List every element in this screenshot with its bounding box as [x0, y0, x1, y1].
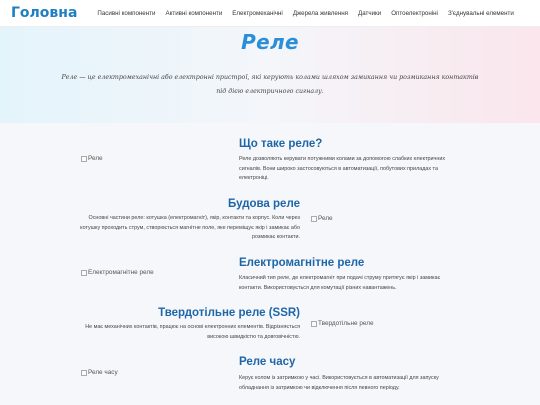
section-title: Будова реле: [227, 198, 300, 210]
time-relay-image: [81, 369, 118, 376]
hero-banner: [0, 27, 540, 123]
hero-description: Реле — це електромеханічні або електронні пристрої, які керують колами шляхом замикання чи розмикання контактів під дією електричного сигналу.: [61, 74, 479, 95]
section-text: Класичний тип реле, де електромагніт при подачі струму притягує якір і замикає контакти. Використовується для комутації різних навантажень.: [239, 275, 441, 291]
image-alt-text: Реле: [88, 155, 103, 162]
section-title: Реле часу: [239, 356, 296, 368]
solid-state-relay-image: [311, 320, 374, 327]
relay-image: [311, 215, 333, 222]
broken-image-icon: [311, 216, 317, 222]
page-title: Реле: [241, 30, 299, 54]
nav-links: [97, 10, 523, 17]
nav-link-electromechanical[interactable]: Електромеханічні: [232, 9, 283, 17]
nav-link-sensors[interactable]: Датчики: [358, 9, 382, 17]
section-text: Основні частини реле: котушка (електромагніт), якір, контакти та корпус. Коли через котушку проходить струм, створюється магнітне поле, яке переміщує якір і замикає або розмикає контакти.: [80, 215, 300, 241]
top-navbar: [0, 0, 540, 27]
broken-image-icon: [81, 370, 87, 376]
relay-image: [81, 155, 103, 162]
image-alt-text: Реле: [318, 215, 333, 222]
section-title: Електромагнітне реле: [239, 257, 365, 269]
nav-link-optoelectronic[interactable]: Оптоелектроніні: [391, 9, 438, 17]
home-link[interactable]: Головна: [11, 5, 78, 21]
image-alt-text: Електромагнітне реле: [88, 269, 154, 276]
broken-image-icon: [81, 156, 87, 162]
nav-link-active[interactable]: Активні компоненти: [165, 9, 223, 17]
section-text: Реле дозволяють керувати потужними колами за допомогою слабких електричних сигналів. Вони широко застосовуються в автоматизації, побутових приладах та електроніці.: [239, 156, 446, 182]
image-alt-text: Реле часу: [88, 369, 118, 376]
nav-link-connectors[interactable]: З'єднувальні елементи: [447, 9, 514, 17]
image-alt-text: Твердотільне реле: [318, 320, 374, 327]
nav-link-passive[interactable]: Пасивні компоненти: [97, 9, 156, 17]
section-text: Керує колом із затримкою у часі. Використовується в автоматизації для запуску обладнання із затримкою чи відключення після певного періоду.: [239, 375, 439, 391]
section-title: Що таке реле?: [239, 138, 323, 150]
broken-image-icon: [311, 321, 317, 327]
electromagnetic-relay-image: [81, 269, 154, 276]
section-text: Не має механічних контактів, працює на основі електронних елементів. Відрізняється високою швидкістю та довговічністю.: [85, 324, 300, 340]
section-title: Твердотільне реле (SSR): [158, 307, 300, 319]
broken-image-icon: [81, 270, 87, 276]
main-content: [0, 123, 540, 405]
nav-link-power[interactable]: Джерела живлення: [292, 9, 349, 17]
